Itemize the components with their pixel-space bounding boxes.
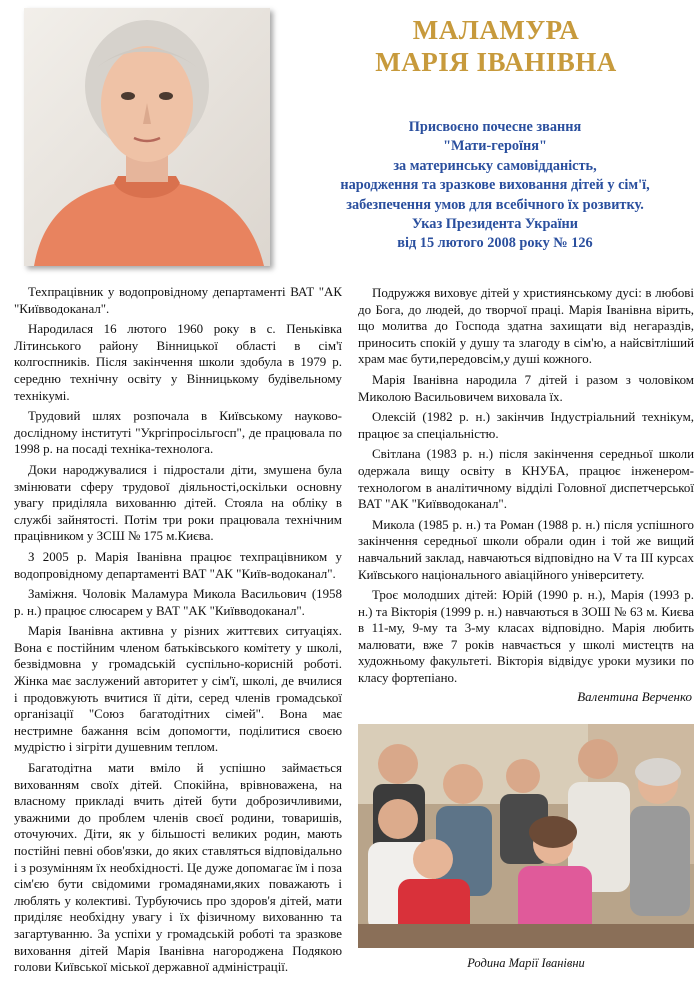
paragraph: Доки народжувалися і підростали діти, змушена була змінювати сферу трудової діяльності,оскільки основну увагу приділяла вихованню дітей. Стояла на обліку в службі зайнятості. Потім три роки працювала технічним працівником у ЗСШ № 175 м.Києва. xyxy=(14,461,342,544)
award-line: забезпечення умов для всебічного їх розвитку. xyxy=(346,196,644,213)
award-line: народження та зразкове виховання дітей у сім'ї, xyxy=(340,177,650,194)
award-line: "Мати-героїня" xyxy=(443,138,547,155)
paragraph: Трудовий шлях розпочала в Київському науково-дослідному інституті "Укргіпросільгосп", де працювала по 1998 р. на посаді техніка-технолога. xyxy=(14,408,342,457)
paragraph: З 2005 р. Марія Іванівна працює техпрацівником у водопровідному департаменті ВАТ "АК "Київ-водоканал". xyxy=(14,548,342,581)
paragraph: Марія Іванівна народила 7 дітей і разом з чоловіком Миколою Васильовичем виховала їх. xyxy=(358,371,694,404)
portrait-image xyxy=(24,8,270,266)
person-name xyxy=(300,14,692,78)
award-line: від 15 лютого 2008 року № 126 xyxy=(397,235,593,252)
award-line: Присвоєно почесне звання xyxy=(408,119,582,135)
photo-caption: Родина Марії Іванівни xyxy=(467,956,585,970)
paragraph: Троє молодших дітей: Юрій (1990 р. н.), Марія (1993 р. н.) та Вікторія (1999 р. н.) навчаються в ЗОШ № 63 м. Києва в 11-му, 9-му та 3-му класах відповідно. Марія любить малювати, вже 7 років навчається у школі мистецтв на художньому факультеті. Вікторія відвідує уроки музики по класу фортепіано. xyxy=(358,587,694,686)
paragraph: Світлана (1983 р. н.) після закінчення середньої школи одержала вищу освіту в КНУБА, працює інженером-технологом в аналітичному відділі Головної диспетчерської ВАТ "АК "Київводоканал". xyxy=(358,446,694,512)
award-line: за материнську самовідданість, xyxy=(393,157,597,174)
paragraph: Подружжя виховує дітей у християнському дусі: в любові до Бога, до людей, до творчої праці. Марія Іванівна вірить, що молитва до Господа здатна захищати від негараздів, приносить спокій у душу та злагоду в сім'ю, а найсвітліший храм має бути,передовсім,у душі кожного. xyxy=(358,285,694,367)
given-names: МАРІЯ ІВАНІВНА xyxy=(375,47,617,77)
article-right-column xyxy=(358,285,694,705)
family-photo xyxy=(358,724,694,948)
award-statement xyxy=(290,118,700,254)
paragraph: Заміжня. Чоловік Маламура Микола Васильович (1958 р. н.) працює слюсарем у ВАТ "АК "Київводоканал". xyxy=(14,586,342,618)
family-image xyxy=(358,724,694,948)
paragraph: Олексій (1982 р. н.) закінчив Індустріальний технікум, працює за спеціальністю. xyxy=(358,409,694,441)
paragraph: Марія Іванівна активна у різних життєвих ситуаціях. Вона є постійним членом батьківського комітету у школі, безвідмовна у громадській суспільно-корисній роботі. Жінка має заслужений авторитет у сім'ї, школі, де вчилися і продовжують вчитися її діти, серед членів громадської організації "Союз багатодітних сімей". Вона має нестримне бажання всім допомогти, поділитися своєю мудрістю і зігріти душевним теплом. xyxy=(14,623,342,755)
author-signature: Валентина Верченко xyxy=(577,688,692,704)
paragraph: Багатодітна мати вміло й успішно займається вихованням своїх дітей. Спокійна, врівноважена, на власному прикладі вчить дітей бути доброзичливими, уважними до проблем членів своєї родини, товаришів, оточуючих. Діти, як у більшості великих родин, мають постійні певні обов'язки, до яких ставляться відповідально і з розумінням їх необхідності. Це дуже допомагає їм і поза сім'єю бути свідомими громадянами,яких поважають і люблять у колективі. Турбуючись про здоров'я дітей, мати приділяє необхідну увагу і їх фізичному вихованню та загартуванню. За успіхи у громадській роботі та зразкове виховання дітей Марія Іванівна нагороджена Подякою голови Київської міської державної адміністрації. xyxy=(14,760,342,975)
paragraph: Техпрацівник у водопровідному департаменті ВАТ "АК "Київводоканал". xyxy=(14,284,342,316)
portrait-photo xyxy=(24,8,270,266)
article-left-column xyxy=(14,284,342,976)
award-line: Указ Президента України xyxy=(411,216,579,233)
paragraph: Микола (1985 р. н.) та Роман (1988 р. н.) після успішного закінчення середньої школи обрали один і той же вищий навчальний заклад, навчаються відповідно на V та III курсах Київського національного авіаційного університету. xyxy=(358,516,694,582)
surname: МАЛАМУРА xyxy=(412,15,580,45)
paragraph: Народилася 16 лютого 1960 року в с. Пеньківка Літинського району Вінницької області в сім'ї колгоспників. Після закінчення школи здобула в 1979 р. середню технічну освіту у Вінницькому будівельному технікумі. xyxy=(14,321,342,403)
